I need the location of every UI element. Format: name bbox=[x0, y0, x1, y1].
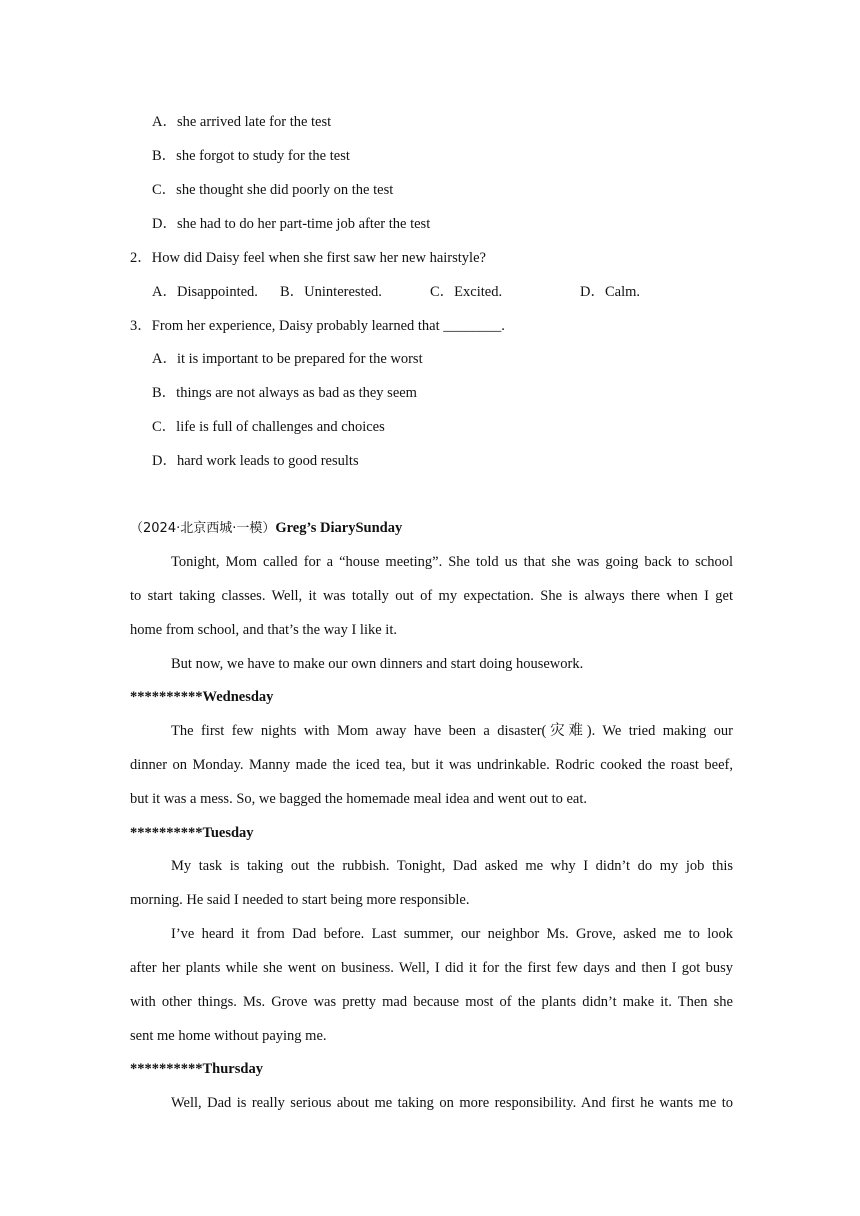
q2-option-c: C．Excited. bbox=[430, 284, 503, 300]
tuesday-p2-line-3: with other things. Ms. Grove was pretty mad because most of the plants didn’t make it. Then she bbox=[130, 994, 733, 1010]
passage-title: Greg’s DiarySunday bbox=[275, 520, 403, 536]
wednesday-p1-line-2: dinner on Monday. Manny made the iced tea, but it was undrinkable. Rodric cooked the roast beef, bbox=[130, 757, 733, 773]
q1-option-c: C．she thought she did poorly on the test bbox=[152, 182, 394, 198]
q2-option-b: B．Uninterested. bbox=[280, 284, 382, 300]
q3-option-c: C．life is full of challenges and choices bbox=[152, 419, 385, 435]
q3-option-d: D．hard work leads to good results bbox=[152, 453, 359, 469]
tuesday-p1-line-1: My task is taking out the rubbish. Tonight, Dad asked me why I didn’t do my job this bbox=[171, 858, 733, 874]
tuesday-p2-line-4: sent me home without paying me. bbox=[130, 1028, 327, 1044]
q3-stem: 3．From her experience, Daisy probably learned that ________. bbox=[130, 318, 505, 334]
passage-source: （2024·北京西城·一模） bbox=[130, 521, 276, 536]
sunday-p1-line-1: Tonight, Mom called for a “house meeting”. She told us that she was going back to school bbox=[171, 554, 733, 570]
tuesday-p1-line-2: morning. He said I needed to start being more responsible. bbox=[130, 892, 470, 908]
tuesday-heading: **********Tuesday bbox=[130, 825, 254, 841]
tuesday-p2-line-2: after her plants while she went on business. Well, I did it for the first few days and then I got busy bbox=[130, 960, 733, 976]
q3-option-a: A．it is important to be prepared for the worst bbox=[152, 351, 423, 367]
sunday-p2: But now, we have to make our own dinners and start doing housework. bbox=[171, 656, 584, 672]
q3-option-b: B．things are not always as bad as they seem bbox=[152, 385, 417, 401]
passage-heading bbox=[130, 518, 402, 539]
q1-option-d: D．she had to do her part-time job after the test bbox=[152, 216, 431, 232]
q1-option-a: A．she arrived late for the test bbox=[152, 114, 332, 130]
wednesday-p1-line-3: but it was a mess. So, we bagged the homemade meal idea and went out to eat. bbox=[130, 791, 588, 807]
tuesday-p2-line-1: I’ve heard it from Dad before. Last summer, our neighbor Ms. Grove, asked me to look bbox=[171, 926, 733, 942]
q2-option-a: A．Disappointed. bbox=[152, 284, 258, 300]
q2-option-d: D．Calm. bbox=[580, 284, 641, 300]
q2-stem: 2．How did Daisy feel when she first saw her new hairstyle? bbox=[130, 250, 486, 266]
q1-option-b: B．she forgot to study for the test bbox=[152, 148, 350, 164]
sunday-p1-line-2: to start taking classes. Well, it was totally out of my expectation. She is always there when I get bbox=[130, 588, 733, 604]
wednesday-p1-line-1: The first few nights with Mom away have been a disaster(灾难). We tried making our bbox=[171, 723, 733, 739]
wednesday-heading: **********Wednesday bbox=[130, 689, 274, 705]
thursday-p1-line-1: Well, Dad is really serious about me taking on more responsibility. And first he wants me to bbox=[171, 1095, 733, 1111]
thursday-heading: **********Thursday bbox=[130, 1061, 263, 1077]
sunday-p1-line-3: home from school, and that’s the way I like it. bbox=[130, 622, 397, 638]
